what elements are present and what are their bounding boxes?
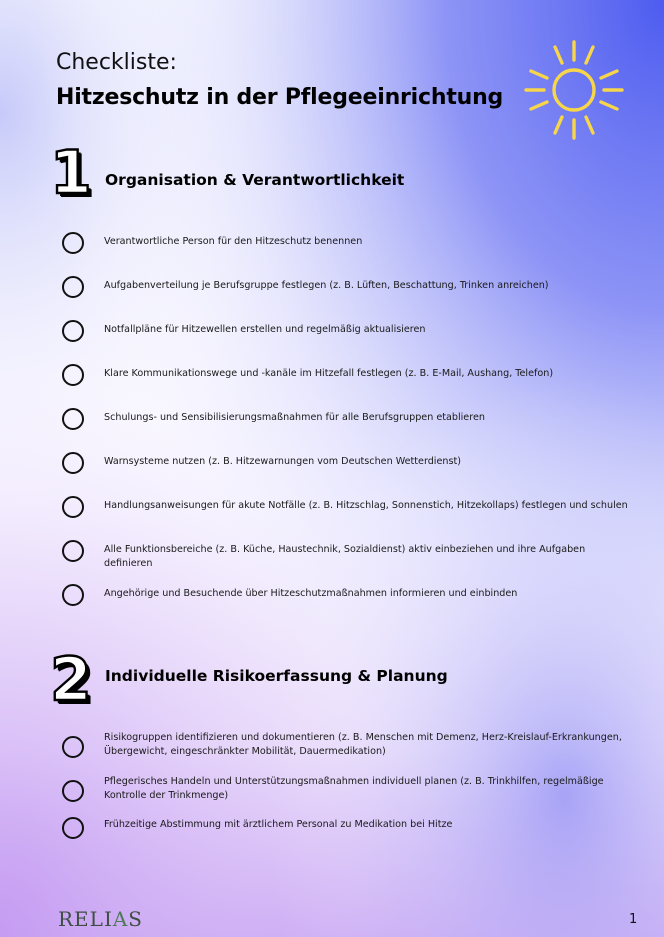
checkbox-circle-icon[interactable] <box>62 584 84 606</box>
logo-text-2: A <box>112 907 129 931</box>
checklist-item-label: Angehörige und Besuchende über Hitzeschutzmaßnahmen informieren und einbinden <box>104 588 518 599</box>
checkbox-circle-icon[interactable] <box>62 780 84 802</box>
checklist-item-label: Aufgabenverteilung je Berufsgruppe festlegen (z. B. Lüften, Beschattung, Trinken anreichen) <box>104 280 549 291</box>
checklist-item[interactable] <box>62 732 632 759</box>
checkbox-circle-icon[interactable] <box>62 540 84 562</box>
checklist-item-label: Pflegerisches Handeln und Unterstützungsmaßnahmen individuell planen (z. B. Trinkhilfen, regelmäßige Kontrolle der Trinkmenge) <box>104 776 604 801</box>
logo-text-3: S <box>128 907 143 931</box>
checklist-item-label: Schulungs- und Sensibilisierungsmaßnahmen für alle Berufsgruppen etablieren <box>104 412 485 423</box>
checklist-item[interactable] <box>62 584 632 606</box>
section-2-title: Individuelle Risikoerfassung & Planung <box>105 667 448 685</box>
page-title: Hitzeschutz in der Pflegeeinrichtung <box>56 85 504 110</box>
checklist-item[interactable] <box>62 452 632 474</box>
checklist-item[interactable] <box>62 364 632 386</box>
checklist-item-label: Notfallpläne für Hitzewellen erstellen und regelmäßig aktualisieren <box>104 324 426 335</box>
section-2-number: 2 <box>50 645 92 715</box>
checkbox-circle-icon[interactable] <box>62 736 84 758</box>
checkbox-circle-icon[interactable] <box>62 496 84 518</box>
checklist-item[interactable] <box>62 496 632 518</box>
checklist-item[interactable] <box>62 276 632 298</box>
checkbox-circle-icon[interactable] <box>62 452 84 474</box>
checkbox-circle-icon[interactable] <box>62 320 84 342</box>
checklist-item[interactable] <box>62 408 632 430</box>
checklist-item[interactable] <box>62 540 632 571</box>
checkbox-circle-icon[interactable] <box>62 817 84 839</box>
checklist-item-label: Risikogruppen identifizieren und dokumentieren (z. B. Menschen mit Demenz, Herz-Kreislauf-Erkrankungen, Übergewicht, eingeschränkter Mobilität, Dauermedikation) <box>104 732 622 757</box>
checklist-item-label: Verantwortliche Person für den Hitzeschutz benennen <box>104 236 363 247</box>
checklist-item[interactable] <box>62 817 632 839</box>
checkbox-circle-icon[interactable] <box>62 408 84 430</box>
checkbox-circle-icon[interactable] <box>62 364 84 386</box>
checkbox-circle-icon[interactable] <box>62 276 84 298</box>
checklist-item-label: Frühzeitige Abstimmung mit ärztlichem Personal zu Medikation bei Hitze <box>104 819 453 830</box>
logo-text-1: RELI <box>58 907 113 931</box>
checklist-item[interactable] <box>62 776 632 803</box>
sun-icon <box>522 38 626 142</box>
page-number: 1 <box>629 912 638 927</box>
section-1-number: 1 <box>50 138 92 208</box>
checkbox-circle-icon[interactable] <box>62 232 84 254</box>
checklist-item-label: Handlungsanweisungen für akute Notfälle (z. B. Hitzschlag, Sonnenstich, Hitzekollaps) festlegen und schulen <box>104 500 628 511</box>
relias-logo <box>58 907 143 931</box>
checklist-item[interactable] <box>62 232 632 254</box>
title-line-1: Checkliste: <box>56 50 177 75</box>
checklist-item-label: Alle Funktionsbereiche (z. B. Küche, Haustechnik, Sozialdienst) aktiv einbeziehen und ihre Aufgaben definieren <box>104 544 586 569</box>
checklist-item-label: Warnsysteme nutzen (z. B. Hitzewarnungen vom Deutschen Wetterdienst) <box>104 456 461 467</box>
checklist-item[interactable] <box>62 320 632 342</box>
section-1-title: Organisation & Verantwortlichkeit <box>105 171 405 189</box>
checklist-item-label: Klare Kommunikationswege und -kanäle im Hitzefall festlegen (z. B. E-Mail, Aushang, Telefon) <box>104 368 554 379</box>
